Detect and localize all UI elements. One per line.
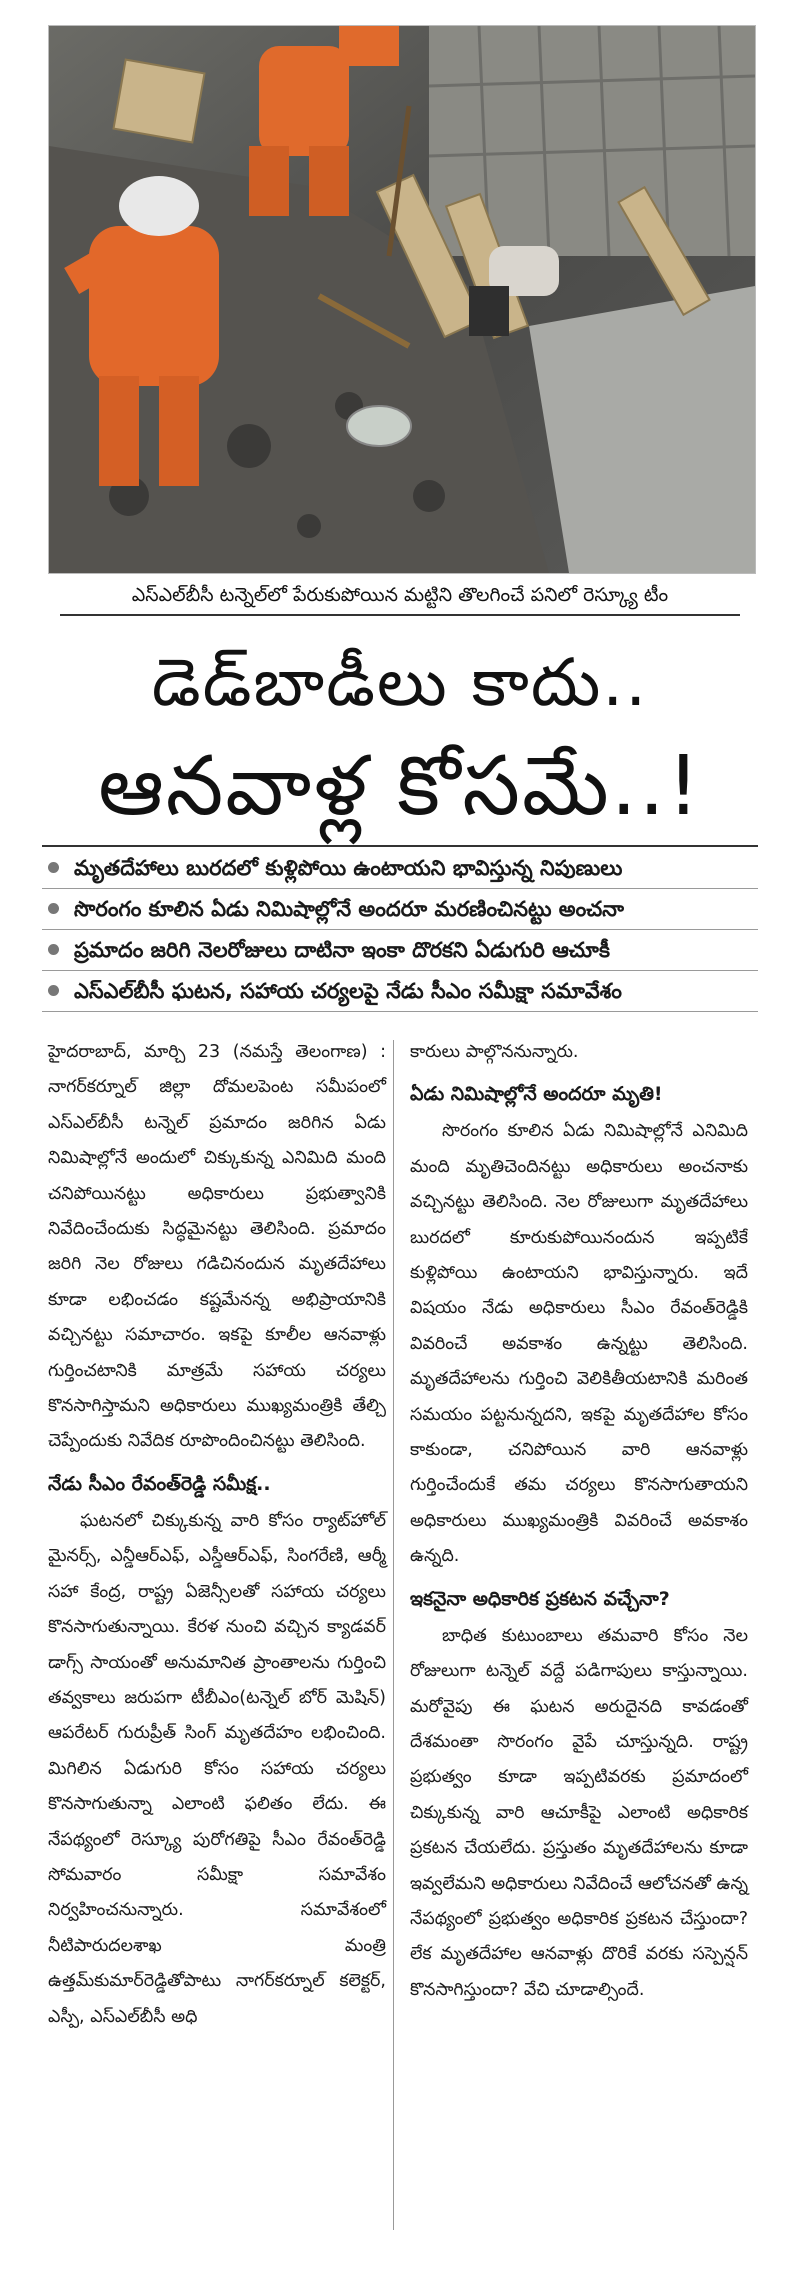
bullet-dot-icon (48, 985, 59, 996)
bullet-text: మృతదేహాలు బురదలో కుళ్లిపోయి ఉంటాయని భావిస్తున్న నిపుణులు (74, 856, 623, 880)
bullet-item (42, 848, 758, 889)
column-divider (393, 1040, 394, 2230)
article-paragraph: బాధిత కుటుంబాలు తమవారి కోసం నెల రోజులుగా టన్నెల్ వద్దే పడిగాపులు కాస్తున్నాయి. మరోవైపు ఈ ఘటన అరుదైనది కావడంతో దేశమంతా సొరంగం వైపే చూస్తున్నది. రాష్ట్ర ప్రభుత్వం కూడా ఇప్పటివరకు ప్రమాదంలో చిక్కుకున్న వారి ఆచూకీపై ఎలాంటి అధికారిక ప్రకటన చేయలేదు. ప్రస్తుతం మృతదేహాలను కూడా ఇవ్వలేమని అధికారులు నివేదించే ఆలోచనతో ఉన్న నేపథ్యంలో ప్రభుత్వం అధికారిక ప్రకటన చేస్తుందా? లేక మృతదేహాల ఆనవాళ్లు దొరికే వరకు సస్పెన్షన్ కొనసాగిస్తుందా? వేచి చూడాల్సిందే. (410, 1625, 748, 2000)
bullet-dot-icon (48, 862, 59, 873)
article-paragraph: కారులు పాల్గొననున్నారు. (410, 1042, 579, 1062)
headline-line-1: డెడ్‌బాడీలు కాదు.. (151, 644, 649, 721)
bullet-item (42, 930, 758, 971)
bullet-item (42, 889, 758, 930)
article-column-right (410, 1035, 748, 2008)
article-paragraph: హైదరాబాద్, మార్చి 23 (నమస్తే తెలంగాణ) : నాగర్‌కర్నూల్ జిల్లా దోమలపెంట సమీపంలో ఎస్ఎల్‌బీసీ టన్నెల్ ప్రమాదం జరిగిన ఏడు నిమిషాల్లోనే అందులో చిక్కుకున్న ఎనిమిది మంది చనిపోయినట్టు అధికారులు ప్రభుత్వానికి నివేదించేందుకు సిద్ధమైనట్టు తెలిసింది. ప్రమాదం జరిగి నెల రోజులు గడిచినందున మృతదేహాలు కూడా లభించడం కష్టమేనన్న అభిప్రాయానికి వచ్చినట్టు సమాచారం. ఇకపై కూలీల ఆనవాళ్లు గుర్తించటానికి మాత్రమే సహాయ చర్యలు కొనసాగిస్తామని అధికారులు ముఖ్యమంత్రికి తేల్చి చెప్పేందుకు నివేదిక రూపొందించినట్టు తెలిసింది. (48, 1042, 386, 1452)
bullet-dot-icon (48, 903, 59, 914)
photo-caption: ఎస్ఎల్‌బీసీ టన్నెల్‌లో పేరుకుపోయిన మట్టిని తొలగించే పనిలో రెస్క్యూ టీం (131, 584, 669, 606)
article-paragraph: సొరంగం కూలిన ఏడు నిమిషాల్లోనే ఎనిమిది మంది మృతిచెందినట్టు అధికారులు అంచనాకు వచ్చినట్టు తెలిసింది. నెల రోజులుగా మృతదేహాలు బురదలో కూరుకుపోయినందున ఇప్పటికే కుళ్లిపోయి ఉంటాయని భావిస్తున్నారు. ఇదే విషయం నేడు అధికారులు సీఎం రేవంత్‌రెడ్డికి వివరించే అవకాశం ఉన్నట్టు తెలిసింది. మృతదేహాలను గుర్తించి వెలికితీయటానికి మరింత సమయం పట్టనున్నదని, ఇకపై మృతదేహాల కోసం కాకుండా, చనిపోయిన వారి ఆనవాళ్లు గుర్తించేందుకే తమ చర్యలు కొనసాగుతాయని అధికారులు ముఖ్యమంత్రికి వివరించే అవకాశం ఉన్నది. (410, 1121, 748, 1567)
highlight-bullets (42, 848, 758, 1012)
bullets-top-rule (42, 845, 758, 847)
bullet-item (42, 971, 758, 1012)
headline-line-2: ఆనవాళ్ల కోసమే..! (98, 739, 702, 834)
bullet-text: ఎస్ఎల్‌బీసీ ఘటన, సహాయ చర్యలపై నేడు సీఎం సమీక్షా సమావేశం (74, 979, 622, 1003)
subheading: ఏడు నిమిషాల్లోనే అందరూ మృతి! (410, 1083, 663, 1106)
bullet-dot-icon (48, 944, 59, 955)
bullet-text: ప్రమాదం జరిగి నెలరోజులు దాటినా ఇంకా దొరకని ఏడుగురి ఆచూకీ (74, 938, 610, 962)
subheading: నేడు సీఎం రేవంత్‌రెడ్డి సమీక్ష.. (48, 1472, 271, 1495)
subheading: ఇకనైనా అధికారిక ప్రకటన వచ్చేనా? (410, 1587, 670, 1610)
rescue-photo (48, 25, 756, 574)
caption-divider (60, 614, 740, 616)
article-paragraph: ఘటనలో చిక్కుకున్న వారి కోసం ర్యాట్‌హోల్ మైనర్స్, ఎన్డీఆర్ఎఫ్, ఎస్డీఆర్ఎఫ్, సింగరేణి, ఆర్మీ సహా కేంద్ర, రాష్ట్ర ఏజెన్సీలతో సహాయ చర్యలు కొనసాగుతున్నాయి. కేరళ నుంచి వచ్చిన క్యాడవర్ డాగ్స్ సాయంతో అనుమానిత ప్రాంతాలను గుర్తించి తవ్వకాలు జరుపగా టీబీఎం(టన్నెల్ బోర్ మెషిన్) ఆపరేటర్ గురుప్రీత్ సింగ్ మృతదేహం లభించింది. మిగిలిన ఏడుగురి కోసం సహాయ చర్యలు కొనసాగుతున్నా ఎలాంటి ఫలితం లేదు. ఈ నేపథ్యంలో రెస్క్యూ పురోగతిపై సీఎం రేవంత్‌రెడ్డి సోమవారం సమీక్షా సమావేశం నిర్వహించనున్నారు. సమావేశంలో నీటిపారుదలశాఖ మంత్రి ఉత్తమ్‌కుమార్‌రెడ్డితోపాటు నాగర్‌కర్నూల్ కలెక్టర్, ఎస్పీ, ఎస్ఎల్‌బీసీ అధి (48, 1510, 386, 2027)
bullet-text: సొరంగం కూలిన ఏడు నిమిషాల్లోనే అందరూ మరణించినట్టు అంచనా (74, 897, 625, 921)
article-column-left (48, 1035, 386, 2035)
